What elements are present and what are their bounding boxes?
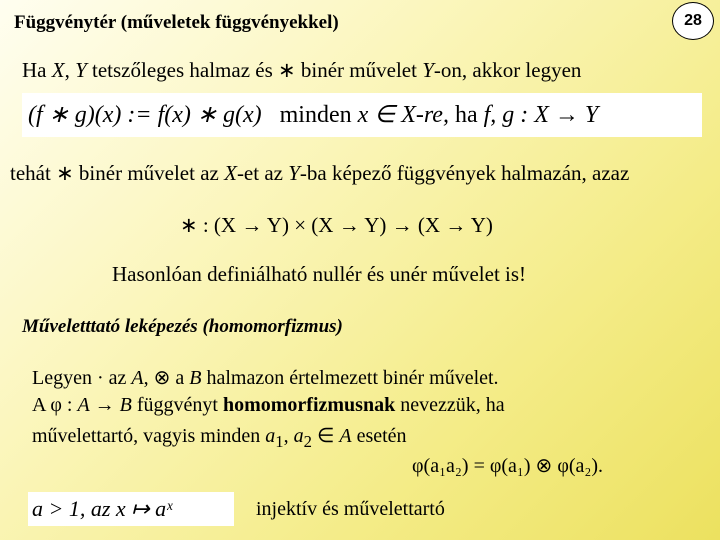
similarly-note: Hasonlóan definiálható nullér és unér művelet is! xyxy=(112,262,527,286)
example-formula-box xyxy=(28,492,234,526)
intro-rest3: -on, akkor legyen xyxy=(433,58,582,82)
def-a2: A xyxy=(77,394,90,416)
therefore-b: binér művelet az xyxy=(73,161,225,185)
formula-fg: f, g : X → Y xyxy=(483,102,599,128)
def-a1-var: a xyxy=(265,425,276,447)
def-l2-c: függvényt xyxy=(131,394,223,416)
def-a2-var: a xyxy=(293,425,304,447)
def-l3-a: művelettartó, vagyis minden xyxy=(32,425,266,447)
def-l2-b: → xyxy=(89,394,120,416)
slide-number-badge: 28 xyxy=(672,2,714,40)
therefore-a: tehát xyxy=(10,161,57,185)
operation-signature: ∗ : (X → Y) × (X → Y) → (X → Y) xyxy=(180,213,493,237)
def-bold-homomorfizmusnak: homomorfizmusnak xyxy=(222,394,396,416)
therefore-d: -ba képező függvények halmazán, azaz xyxy=(299,161,630,185)
formula-ha: ha xyxy=(454,102,478,128)
definition-line-2 xyxy=(32,394,505,417)
def-b1: B xyxy=(189,367,202,389)
star-symbol: ∗ xyxy=(56,161,74,185)
formula-x-in-x: x ∈ X-re, xyxy=(357,102,449,128)
slide-title: Függvénytér (műveletek függvényekkel) xyxy=(14,12,339,33)
def-a3: A xyxy=(339,425,352,447)
def-a1: A xyxy=(131,367,144,389)
intro-y: Y xyxy=(75,58,87,82)
intro-comma: , xyxy=(64,58,76,82)
therefore-c: -et az xyxy=(236,161,289,185)
intro-ha: Ha xyxy=(22,58,52,82)
def-l2-a: A φ : xyxy=(32,394,78,416)
therefore-y: Y xyxy=(288,161,300,185)
definition-line-3 xyxy=(32,423,407,452)
intro-line xyxy=(22,58,581,83)
def-l3-b: , xyxy=(283,425,294,447)
therefore-line xyxy=(10,161,629,186)
def-l1-b: , ⊗ a xyxy=(143,367,190,389)
example-formula: a > 1, az x ↦ aˣ xyxy=(32,496,173,521)
star-symbol: ∗ xyxy=(278,58,296,82)
formula-left: (f ∗ g)(x) := f(x) ∗ g(x) xyxy=(28,102,262,128)
intro-y2: Y xyxy=(422,58,434,82)
def-l2-d: nevezzük, ha xyxy=(395,394,505,416)
def-b2: B xyxy=(119,394,132,416)
intro-x: X xyxy=(51,58,65,82)
example-label: injektív és művelettartó xyxy=(256,498,445,520)
formula-minden: minden xyxy=(279,102,352,128)
definition-line-1 xyxy=(32,365,499,390)
def-l3-d: esetén xyxy=(351,425,407,447)
therefore-x: X xyxy=(224,161,237,185)
def-l1-a: Legyen · az xyxy=(32,367,132,389)
intro-rest2: binér művelet xyxy=(295,58,423,82)
intro-rest1: tetszőleges halmaz és xyxy=(86,58,279,82)
def-sub1: 1 xyxy=(275,432,284,451)
def-sub2: 2 xyxy=(303,432,312,451)
homomorphism-equation: φ(a₁a₂) = φ(a₁) ⊗ φ(a₂). xyxy=(412,455,604,477)
def-l1-c: halmazon értelmezett binér művelet. xyxy=(201,367,499,389)
section-heading: Műveletttató leképezés (homomorfizmus) xyxy=(22,316,343,337)
def-l3-c: ∈ xyxy=(311,425,340,447)
definition-formula-box xyxy=(22,93,702,137)
